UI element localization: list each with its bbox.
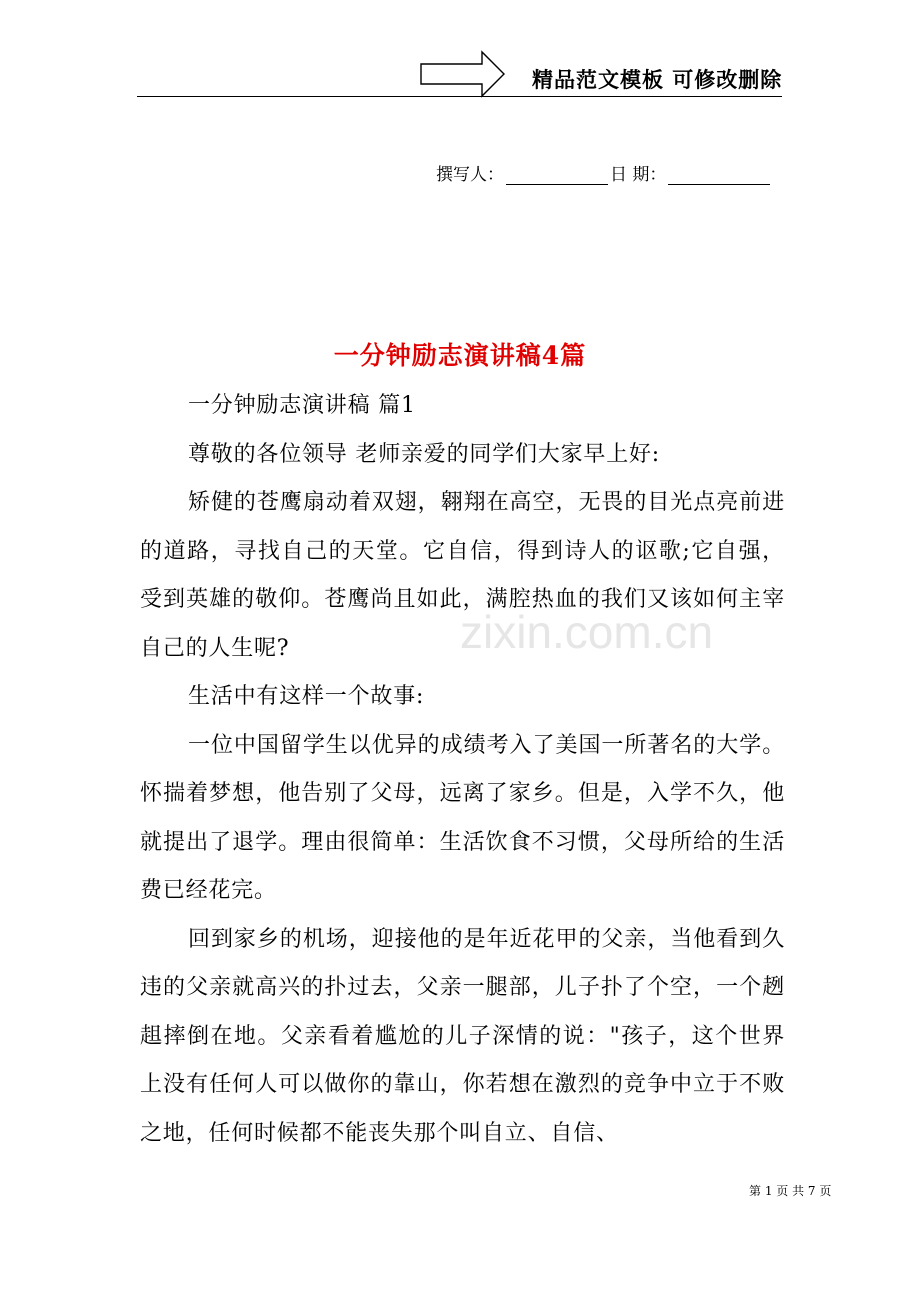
paragraph: 一位中国留学生以优异的成绩考入了美国一所著名的大学。怀揣着梦想，他告别了父母，远离了家乡。但是，入学不久，他就提出了退学。理由很简单：生活饮食不习惯，父母所给的生活费已经花完。	[140, 732, 785, 903]
section-heading: 一分钟励志演讲稿 篇1	[188, 393, 416, 418]
paragraph: 回到家乡的机场，迎接他的是年近花甲的父亲，当他看到久违的父亲就高兴的扑过去，父亲一腿部，儿子扑了个空，一个趔趄摔倒在地。父亲看着尴尬的儿子深情的说："孩子，这个世界上没有任何人可以做你的靠山，你若想在激烈的竞争中立于不败之地，任何时候都不能丧失那个叫自立、自信、	[140, 926, 785, 1146]
watermark: zixin.com.cn	[460, 606, 714, 658]
right-arrow-icon	[420, 50, 506, 98]
date-label: 日 期：	[610, 165, 667, 185]
date-blank	[668, 166, 770, 185]
paragraph: 尊敬的各位领导 老师亲爱的同学们大家早上好:	[188, 441, 661, 467]
page-number: 第 1 页 共 7 页	[749, 1184, 832, 1198]
paragraph: 矫健的苍鹰扇动着双翅，翱翔在高空，无畏的目光点亮前进的道路，寻找自己的天堂。它自信，得到诗人的讴歌;它自强，受到英雄的敬仰。苍鹰尚且如此，满腔热血的我们又该如何主宰自己的人生呢?	[140, 490, 785, 661]
paragraph: 生活中有这样一个故事:	[188, 684, 425, 709]
header-divider	[137, 96, 782, 97]
author-blank	[506, 166, 608, 185]
document-title: 一分钟励志演讲稿4篇	[333, 341, 587, 370]
header-label: 精品范文模板 可修改删除	[532, 67, 783, 92]
document-body	[140, 382, 785, 1158]
meta-line	[436, 160, 772, 185]
author-label: 撰写人：	[436, 165, 504, 185]
